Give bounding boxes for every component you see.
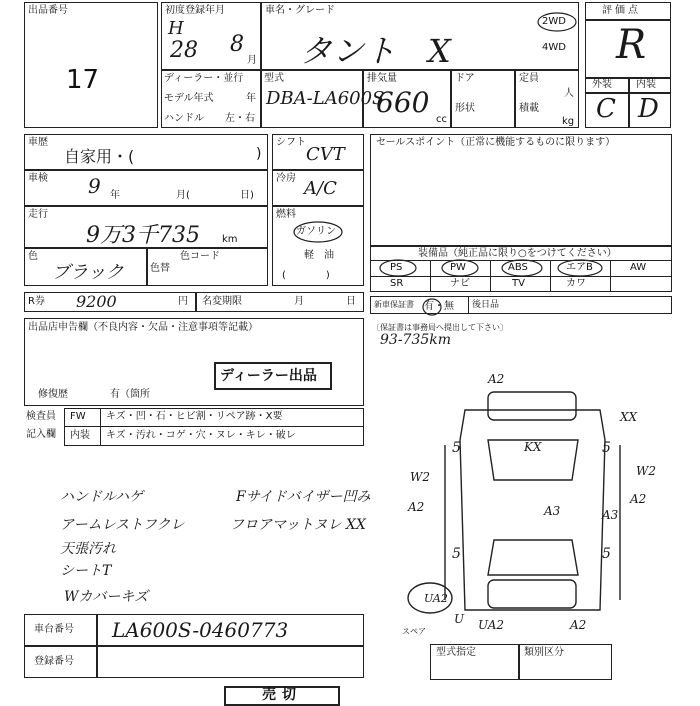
checker-row2: キズ・汚れ・コゲ・穴・ヌレ・キレ・破レ [106, 430, 296, 441]
history-value: 自家用・( [64, 147, 135, 166]
mark-ua2-left: UA2 [424, 592, 448, 605]
car-name: タント X [300, 32, 451, 70]
drive-2wd: 2WD [542, 16, 566, 27]
mark-a2-bottom: A2 [570, 618, 587, 632]
handle-opts: 左・右 [225, 113, 255, 124]
checker-fw: FW [70, 411, 86, 422]
mark-kx: KX [524, 440, 542, 454]
mark-u: U [454, 612, 465, 626]
inspection-label: 車検 [28, 173, 48, 184]
capacity-label: 定員 [519, 73, 539, 84]
first-reg-era: H [168, 18, 184, 39]
reg-box [24, 646, 364, 678]
equip-airbag: エアB [566, 262, 593, 273]
type-spec-label: 型式指定 [436, 647, 476, 658]
note-4: シートT [60, 563, 112, 579]
equip-leather: カワ [566, 278, 586, 289]
recycle-unit: 円 [178, 296, 188, 307]
model-code: DBA-LA600S [266, 88, 385, 109]
mark-w2-left: W2 [410, 470, 430, 484]
fuel-label: 燃料 [276, 209, 296, 220]
warranty-note: 〔保証書は事務局へ提出して下さい〕 [372, 323, 508, 332]
model-year-label: モデル年式 [164, 93, 214, 104]
note-3: 天張汚れ [60, 541, 116, 557]
equip-aw: AW [630, 262, 647, 273]
displacement-value: 660 [376, 86, 430, 119]
mark-ua2-bottom: UA2 [478, 618, 505, 632]
history-label: 車歴 [28, 137, 48, 148]
mileage-unit: km [222, 234, 238, 245]
load-label: 積載 [519, 103, 539, 114]
spare-label: スペア [402, 627, 426, 636]
color-change: 色替 [150, 263, 170, 274]
car-label: 車名・グレード [265, 5, 335, 16]
equip-ps: PS [390, 262, 403, 273]
dealer-label: ディーラー・並行 [164, 73, 244, 84]
note-5: Wカバーキズ [64, 589, 149, 605]
equip-abs: ABS [508, 262, 528, 273]
mark-w2-right: W2 [636, 464, 656, 478]
lot-number: 17 [66, 65, 100, 95]
mark-5-rr: 5 [602, 546, 611, 562]
warranty-opts: 有・無 [424, 301, 454, 312]
eval-label: 評価点 [602, 5, 641, 16]
name-change-label: 名変期限 [202, 296, 242, 307]
eval-score: R [616, 22, 647, 68]
inspection-value: 9 [88, 174, 101, 198]
displacement-label: 排気量 [367, 73, 397, 84]
equip-sr: SR [390, 278, 404, 289]
repair-value: 有（箇所 [110, 389, 150, 400]
color-code: 色コード [180, 251, 220, 262]
checker-row1: キズ・凹・石・ヒビ割・リペア跡・X要 [106, 411, 283, 422]
inspection-year: 年 [110, 190, 120, 201]
shape-label: 形状 [455, 103, 475, 114]
mark-a2-left: A2 [408, 500, 425, 514]
sales-label: セールスポイント（正常に機能するものに限ります） [376, 137, 616, 148]
warranty-label: 新車保証書 [374, 300, 414, 309]
lot-label: 出品番号 [28, 5, 68, 16]
door-label: ドア [455, 73, 475, 84]
handle-label: ハンドル [164, 113, 204, 124]
mark-a3-left: A3 [544, 504, 561, 518]
shift-label: シフト [276, 137, 306, 148]
reg-label: 登録番号 [34, 656, 74, 667]
displacement-unit: cc [436, 114, 447, 125]
checker-label1: 検査員 [26, 411, 56, 422]
first-reg-month-unit: 月 [247, 55, 257, 66]
color-value: ブラック [52, 262, 124, 283]
capacity-unit: 人 [564, 88, 574, 99]
warranty-km: 93-735km [380, 332, 452, 348]
class-label: 類別区分 [524, 647, 564, 658]
note-1: ハンドルハゲ [60, 489, 144, 505]
color-label: 色 [28, 251, 38, 262]
mileage-label: 走行 [28, 209, 48, 220]
note-7: フロアマットヌレ XX [230, 517, 366, 533]
fuel-diesel: 軽 油 [304, 250, 334, 261]
recycle-value: 9200 [76, 292, 117, 311]
warranty-later: 後日品 [472, 300, 500, 310]
note-2: アームレストフクレ [60, 517, 185, 533]
ac-label: 冷房 [276, 173, 296, 184]
model-year-unit: 年 [246, 93, 256, 104]
equip-label: 装備品（純正品に限り○をつけてください） [418, 248, 617, 259]
chassis-number: LA600S-0460773 [112, 618, 289, 642]
name-change-month: 月 [294, 296, 304, 307]
dealer-stamp-text: ディーラー出品 [220, 368, 317, 384]
note-6: Fサイドバイザー凹み [236, 489, 371, 505]
mileage-value: 9万3千735 [86, 223, 200, 248]
recycle-label: R券 [28, 296, 45, 307]
mark-5-rf: 5 [602, 440, 611, 456]
checker-label2: 記入欄 [26, 429, 56, 440]
first-reg-year: 28 [170, 38, 198, 63]
ac-value: A/C [304, 178, 337, 199]
fuel-paren: ( ) [282, 270, 330, 281]
eval-int-label: 内装 [636, 79, 656, 90]
equip-pw: PW [450, 262, 466, 273]
name-change-day: 日 [346, 296, 356, 307]
model-label: 型式 [264, 73, 284, 84]
history-close: ) [256, 146, 262, 162]
mark-a2-top: A2 [488, 372, 505, 386]
mark-5-lr: 5 [452, 546, 461, 562]
equip-navi: ナビ [450, 278, 470, 289]
fuel-gas: ガソリン [296, 226, 336, 237]
shift-value: CVT [306, 144, 345, 165]
inspection-day: 日) [240, 190, 254, 201]
eval-int: D [638, 94, 659, 124]
equip-tv: TV [512, 278, 525, 289]
mark-a3-right: A3 [602, 508, 619, 522]
repair-label: 修復歴 [38, 389, 68, 400]
chassis-label: 車台番号 [34, 624, 74, 635]
mark-5-lf: 5 [452, 440, 461, 456]
mark-a2-right: A2 [630, 492, 647, 506]
checker-interior: 内装 [70, 430, 90, 441]
first-reg-label: 初度登録年月 [165, 5, 225, 16]
mark-xx: XX [620, 410, 638, 424]
sold-stamp-text: 売切 [262, 687, 302, 703]
drive-4wd: 4WD [542, 42, 566, 53]
declaration-label: 出品店申告欄（不良内容・欠品・注意事項等記載） [28, 322, 258, 333]
load-unit: kg [562, 116, 575, 127]
inspection-month: 月( [176, 190, 190, 201]
first-reg-month: 8 [230, 32, 244, 57]
eval-ext-label: 外装 [592, 79, 612, 90]
eval-ext: C [596, 94, 616, 124]
